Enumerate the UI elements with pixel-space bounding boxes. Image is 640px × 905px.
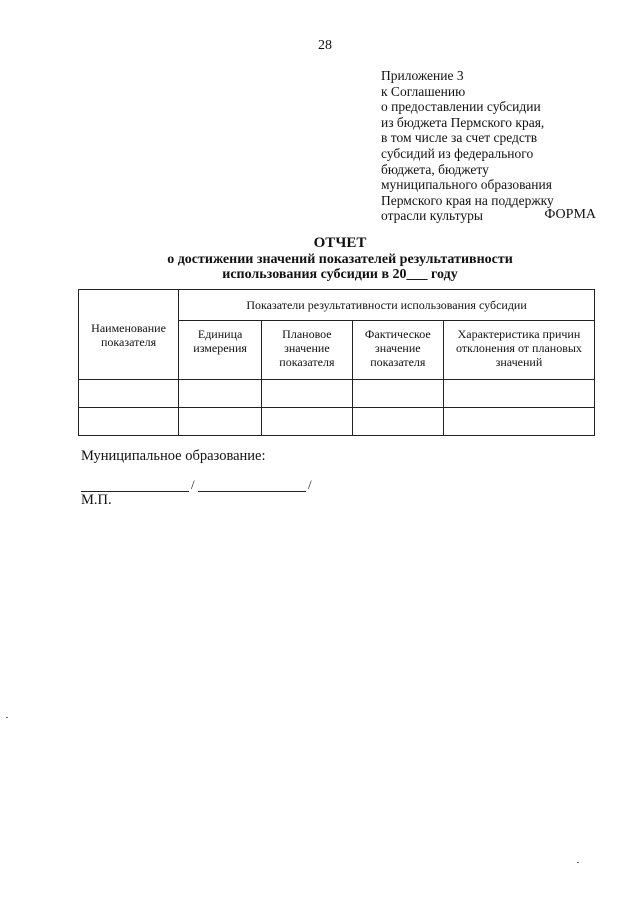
table-cell[interactable] [443, 380, 594, 408]
table-row [79, 408, 595, 436]
report-title [60, 234, 620, 282]
table-cell[interactable] [352, 380, 443, 408]
page-number: 28 [318, 38, 332, 53]
municipality-label: Муниципальное образование: [81, 448, 266, 464]
table-row [79, 380, 595, 408]
appendix-line: из бюджета Пермского края, [381, 114, 545, 130]
table-cell[interactable] [79, 408, 179, 436]
header-unit: Единица измерения [179, 321, 262, 380]
signature-block [81, 474, 321, 492]
appendix-line: субсидий из федерального [381, 145, 534, 161]
table-header-row [79, 290, 595, 321]
header-deviation-reasons: Характеристика причин отклонения от плановых значений [443, 321, 594, 380]
table-cell[interactable] [262, 380, 353, 408]
report-title-year: использования субсидии в 20___ году [222, 267, 458, 282]
appendix-line: Приложение 3 [381, 68, 464, 83]
appendix-line: бюджета, бюджету [381, 161, 489, 177]
header-indicator-name: Наименование показателя [79, 290, 179, 380]
header-actual-value: Фактическое значение показателя [352, 321, 443, 380]
appendix-line: о предоставлении субсидии [381, 99, 541, 115]
appendix-line: отрасли культуры [381, 208, 483, 224]
name-line[interactable] [198, 491, 306, 492]
table-cell[interactable] [179, 380, 262, 408]
scan-artifact [6, 717, 8, 718]
table-cell[interactable] [179, 408, 262, 436]
report-title-main: ОТЧЕТ [313, 235, 367, 251]
form-label: ФОРМА [544, 207, 596, 222]
scan-artifact [577, 862, 579, 863]
table-cell[interactable] [443, 408, 594, 436]
signature-separator: / [191, 477, 195, 492]
appendix-line: в том числе за счет средств [381, 130, 538, 146]
table-cell[interactable] [79, 380, 179, 408]
report-title-subtitle: о достижении значений показателей результативности [167, 252, 513, 267]
appendix-line: Пермского края на поддержку [381, 192, 554, 208]
appendix-line: к Соглашению [381, 83, 466, 99]
appendix-line: муниципального образования [381, 177, 552, 193]
table-cell[interactable] [262, 408, 353, 436]
header-indicators-group: Показатели результативности использования субсидии [179, 290, 595, 321]
header-planned-value: Плановое значение показателя [262, 321, 353, 380]
table-cell[interactable] [352, 408, 443, 436]
stamp-label: М.П. [81, 492, 112, 508]
signature-separator: / [308, 477, 312, 492]
appendix-note [381, 68, 621, 224]
indicators-table [78, 289, 595, 436]
